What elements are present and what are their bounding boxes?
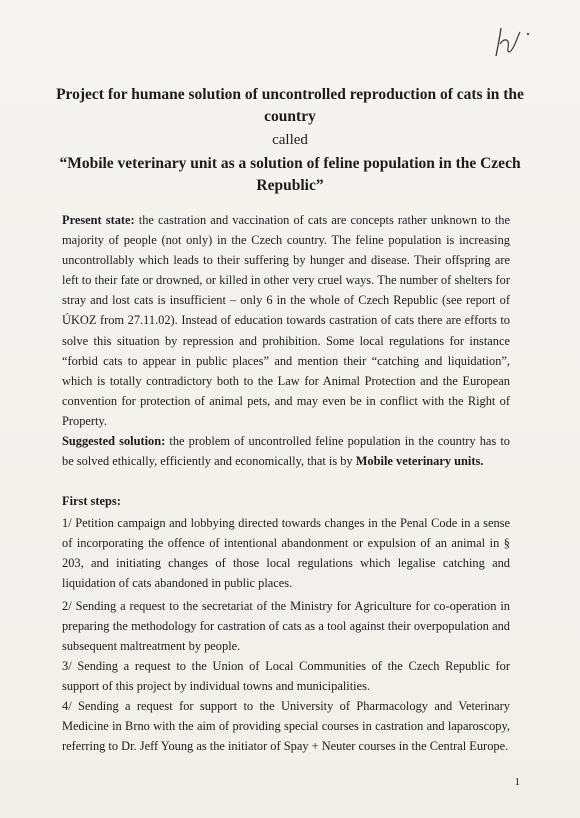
present-state-text: the castration and vaccination of cats are concepts rather unknown to the majority of people (not only) in the Czech country. The feline population is increasing uncontrollably which leads to their suffering by hunger and disease. Their offspring are left to their fate or drowned, or killed in other very cruel ways. The number of shelters for stray and lost cats is insufficient – only 6 in the whole of Czech Republic (see report of ÚKOZ from 27.11.02). Instead of education towards castration of cats there are efforts to solve this situation by repression and prohibition. Some local regulations for instance “forbid cats to appear in public places” and mention their “catching and liquidation”, which is totally contradictory both to the Law for Animal Protection and the European convention for protection of animal pets, and may even be in conflict with the Right of Property. xyxy=(62,213,510,428)
present-state-label: Present state: xyxy=(62,213,135,227)
first-step-item-1: 1/ Petition campaign and lobbying directed towards changes in the Penal Code in a sense of incorporating the offence of intentional abandonment or expulsion of an animal in § 203, and initiating changes of those local regulations which legalise catching and liquidation of cats abandoned in public places. xyxy=(62,516,510,591)
suggested-solution-paragraph xyxy=(62,431,510,471)
suggested-solution-label: Suggested solution: xyxy=(62,434,166,448)
handwritten-mark xyxy=(488,22,532,62)
called-label: called xyxy=(272,132,308,148)
document-subtitle-line-1: “Mobile veterinary unit as a solution of feline population in the Czech xyxy=(59,155,521,172)
page-number: 1 xyxy=(514,776,520,788)
first-steps-heading: First steps: xyxy=(62,494,121,508)
present-state-paragraph xyxy=(62,210,510,431)
suggested-solution-emphasis: Mobile veterinary units. xyxy=(355,454,484,469)
first-step-item-3: 3/ Sending a request to the Union of Local Communities of the Czech Republic for support of this project by individual towns and municipalities. xyxy=(62,659,510,694)
document-subtitle-line-2: Republic” xyxy=(256,177,324,194)
document-title-line-1: Project for humane solution of uncontrolled reproduction of cats in the xyxy=(56,86,524,103)
document-title-line-2: country xyxy=(264,108,316,125)
first-step-item-2: 2/ Sending a request to the secretariat of the Ministry for Agriculture for co-operation in preparing the methodology for castration of cats as a tool against their overpopulation and subsequent maltreatment by people. xyxy=(62,599,510,654)
suggested-solution-text: the problem of uncontrolled feline population in the country has to be solved ethically, efficiently and economically, that is by xyxy=(62,434,511,469)
first-step-item-4: 4/ Sending a request for support to the University of Pharmacology and Veterinary Medicine in Brno with the aim of providing special courses in castration and laparoscopy, referring to Dr. Jeff Young as the initiator of Spay + Neuter courses in the Central Europe. xyxy=(62,699,510,754)
